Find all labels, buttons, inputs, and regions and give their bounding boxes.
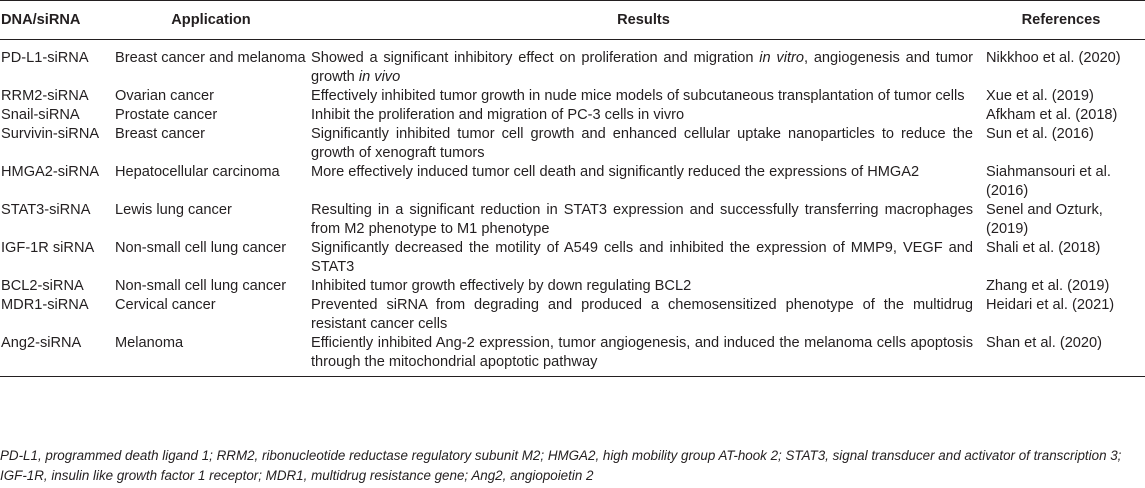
- cell-reference: Senel and Ozturk, (2019): [986, 202, 1103, 237]
- cell-dna-sirna: Ang2-siRNA: [0, 334, 112, 377]
- cell-reference: Nikkhoo et al. (2020): [986, 50, 1121, 66]
- results-italic-text: in vitro: [759, 50, 804, 66]
- cell-application: Non-small cell lung cancer: [115, 278, 287, 294]
- table-footnote: PD-L1, programmed death ligand 1; RRM2, ribonucleotide reductase regulatory subunit M2; HMGA2, high mobility group AT-hook 2; STAT3, signal transducer and activator of transcription 3; IGF-1R, insulin like growth factor 1 receptor; MDR1, multidrug resistance gene; Ang2, angiopoietin 2: [0, 448, 1122, 483]
- table-header: [0, 1, 1145, 40]
- table-row: [0, 40, 1145, 88]
- cell-application: Breast cancer and melanoma: [115, 50, 306, 66]
- cell-results: [310, 87, 977, 106]
- results-text: Effectively inhibited tumor growth in nude mice models of subcutaneous transplantation of tumor cells: [311, 88, 965, 104]
- table-row: [0, 87, 1145, 106]
- cell-reference: Siahmansouri et al. (2016): [986, 164, 1111, 199]
- cell-application: Non-small cell lung cancer: [115, 240, 287, 256]
- header-dna-sirna: DNA/siRNA: [0, 1, 112, 40]
- table-body: [0, 40, 1145, 377]
- cell-application: Hepatocellular carcinoma: [115, 164, 280, 180]
- table-row: [0, 163, 1145, 201]
- cell-application: Ovarian cancer: [115, 88, 214, 104]
- table-row: [0, 296, 1145, 334]
- table-row: [0, 106, 1145, 125]
- header-references: References: [977, 1, 1145, 40]
- cell-application: Lewis lung cancer: [115, 202, 232, 218]
- cell-dna-sirna: Survivin-siRNA: [1, 126, 100, 142]
- header-row: [0, 1, 1145, 40]
- results-text: Prevented siRNA from degrading and produced a chemosensitized phenotype of the multidrug resistant cancer cells: [311, 297, 973, 332]
- cell-reference: Zhang et al. (2019): [986, 278, 1110, 294]
- results-text: Showed a significant inhibitory effect on proliferation and migration: [311, 50, 760, 66]
- cell-application: Prostate cancer: [115, 107, 218, 123]
- cell-results: [310, 201, 977, 239]
- cell-reference: Sun et al. (2016): [986, 126, 1094, 142]
- cell-results: [310, 334, 977, 377]
- results-text: Inhibited tumor growth effectively by down regulating BCL2: [311, 278, 692, 294]
- results-text: Resulting in a significant reduction in STAT3 expression and successfully transferring macrophages from M2 phenotype to M1 phenotype: [311, 202, 973, 237]
- cell-reference: Xue et al. (2019): [986, 88, 1094, 104]
- cell-dna-sirna: BCL2-siRNA: [1, 278, 84, 294]
- table-row: [0, 277, 1145, 296]
- results-text: , angiogenesis and tumor growth: [311, 50, 974, 85]
- results-text: Efficiently inhibited Ang-2 expression, tumor angiogenesis, and induced the melanoma cells apoptosis through the mitochondrial apoptotic pathway: [311, 335, 973, 370]
- cell-application: Breast cancer: [115, 126, 206, 142]
- cell-dna-sirna: STAT3-siRNA: [1, 202, 91, 218]
- cell-results: [310, 106, 977, 125]
- cell-application: Cervical cancer: [115, 297, 216, 313]
- results-text: Significantly decreased the motility of A549 cells and inhibited the expression of MMP9, VEGF and STAT3: [311, 240, 973, 275]
- cell-results: [310, 296, 977, 334]
- cell-dna-sirna: RRM2-siRNA: [1, 88, 89, 104]
- header-application: Application: [112, 1, 310, 40]
- cell-dna-sirna: MDR1-siRNA: [1, 297, 89, 313]
- cell-reference: Heidari et al. (2021): [986, 297, 1115, 313]
- results-text: Inhibit the proliferation and migration of PC-3 cells in vivro: [311, 107, 685, 123]
- cell-reference: Shan et al. (2020): [977, 334, 1145, 377]
- table-row: [0, 239, 1145, 277]
- cell-results: [310, 277, 977, 296]
- results-text: More effectively induced tumor cell death and significantly reduced the expressions of HMGA2: [311, 164, 920, 180]
- cell-results: [310, 40, 977, 88]
- cell-dna-sirna: IGF-1R siRNA: [1, 240, 95, 256]
- header-results: Results: [310, 1, 977, 40]
- results-italic-text: in vivo: [358, 69, 401, 85]
- cell-dna-sirna: Snail-siRNA: [1, 107, 80, 123]
- cell-dna-sirna: HMGA2-siRNA: [1, 164, 100, 180]
- cell-results: [310, 239, 977, 277]
- table-row: [0, 125, 1145, 163]
- table-row: [0, 201, 1145, 239]
- cell-application: Melanoma: [112, 334, 310, 377]
- results-text: Significantly inhibited tumor cell growth and enhanced cellular uptake nanoparticles to reduce the growth of xenograft tumors: [311, 126, 973, 161]
- cell-reference: Shali et al. (2018): [986, 240, 1101, 256]
- cell-dna-sirna: PD-L1-siRNA: [1, 50, 89, 66]
- table-row: [0, 334, 1145, 377]
- cell-reference: Afkham et al. (2018): [986, 107, 1118, 123]
- cell-results: [310, 163, 977, 201]
- cell-results: [310, 125, 977, 163]
